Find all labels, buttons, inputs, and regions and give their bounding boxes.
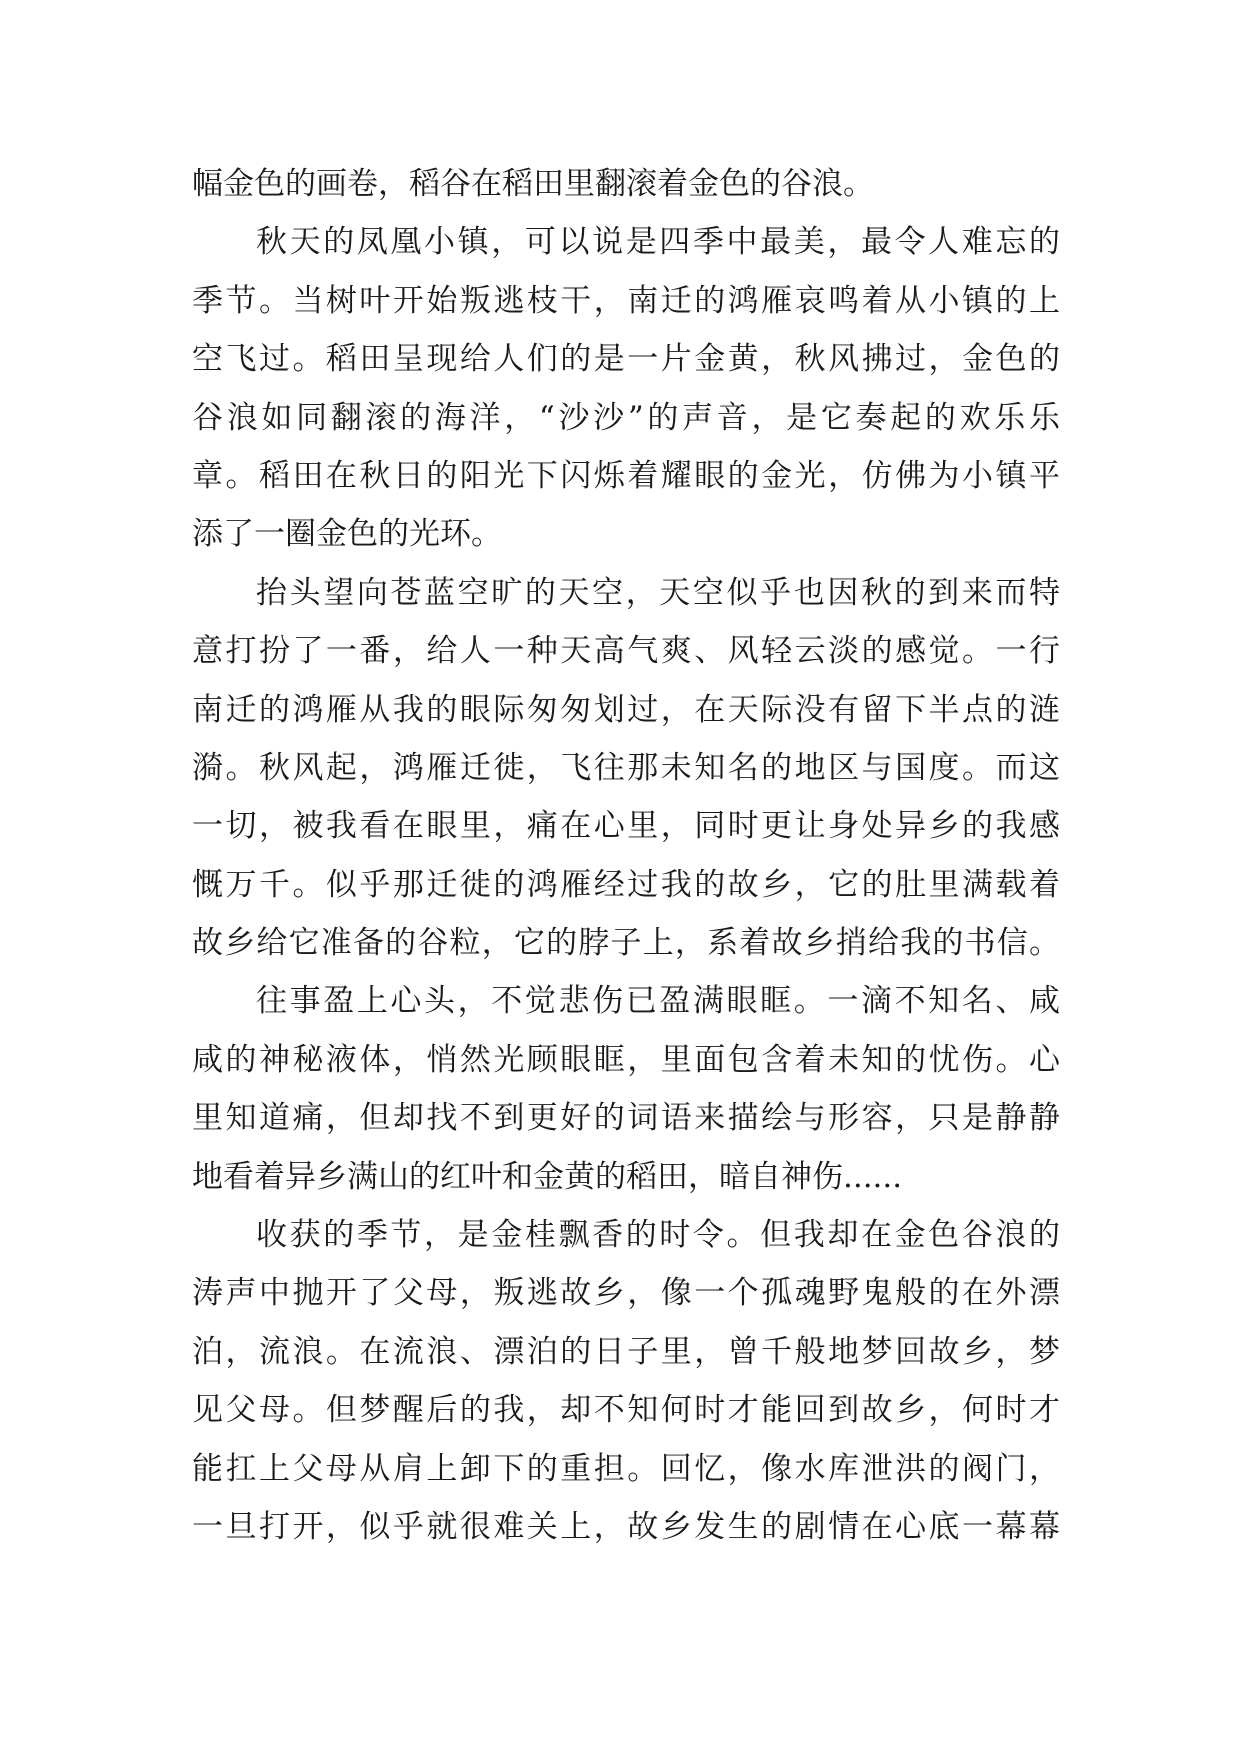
text-line: 一切，被我看在眼里，痛在心里，同时更让身处异乡的我感 [192,808,1060,845]
text-line: 地看着异乡满山的红叶和金黄的稻田，暗自神伤...... [192,1158,903,1195]
text-line: 见父母。但梦醒后的我，却不知何时才能回到故乡，何时才 [192,1392,1060,1429]
text-line: 故乡给它准备的谷粒，它的脖子上，系着故乡捎给我的书信。 [192,925,1060,962]
text-line: 里知道痛，但却找不到更好的词语来描绘与形容，只是静静 [192,1100,1060,1137]
text-line: 咸的神秘液体，悄然光顾眼眶，里面包含着未知的忧伤。心 [192,1041,1060,1078]
text-line: 谷浪如同翻滚的海洋，“沙沙”的声音，是它奏起的欢乐乐 [192,399,1060,436]
text-line: 收获的季节，是金桂飘香的时令。但我却在金色谷浪的 [256,1217,1060,1254]
text-line: 添了一圈金色的光环。 [192,516,502,553]
text-line: 季节。当树叶开始叛逃枝干，南迁的鸿雁哀鸣着从小镇的上 [192,282,1060,319]
text-line: 章。稻田在秋日的阳光下闪烁着耀眼的金光，仿佛为小镇平 [192,457,1060,494]
text-line: 泊，流浪。在流浪、漂泊的日子里，曾千般地梦回故乡，梦 [192,1333,1060,1370]
body-text [192,155,1060,1556]
text-line: 抬头望向苍蓝空旷的天空，天空似乎也因秋的到来而特 [256,574,1060,611]
text-line: 涛声中抛开了父母，叛逃故乡，像一个孤魂野鬼般的在外漂 [192,1275,1060,1312]
text-line: 漪。秋风起，鸿雁迁徙，飞往那未知名的地区与国度。而这 [192,749,1060,786]
text-line: 一旦打开，似乎就很难关上，故乡发生的剧情在心底一幕幕 [192,1508,1060,1545]
text-line: 慨万千。似乎那迁徙的鸿雁经过我的故乡，它的肚里满载着 [192,866,1060,903]
text-line: 幅金色的画卷，稻谷在稻田里翻滚着金色的谷浪。 [192,166,874,202]
text-line: 秋天的凤凰小镇，可以说是四季中最美，最令人难忘的 [256,224,1060,261]
text-line: 南迁的鸿雁从我的眼际匆匆划过，在天际没有留下半点的涟 [192,691,1060,728]
text-line: 往事盈上心头，不觉悲伤已盈满眼眶。一滴不知名、咸 [256,983,1060,1020]
text-line: 能扛上父母从肩上卸下的重担。回忆，像水库泄洪的阀门， [192,1450,1060,1487]
text-line: 意打扮了一番，给人一种天高气爽、风轻云淡的感觉。一行 [192,633,1060,670]
text-line: 空飞过。稻田呈现给人们的是一片金黄，秋风拂过，金色的 [192,341,1060,378]
